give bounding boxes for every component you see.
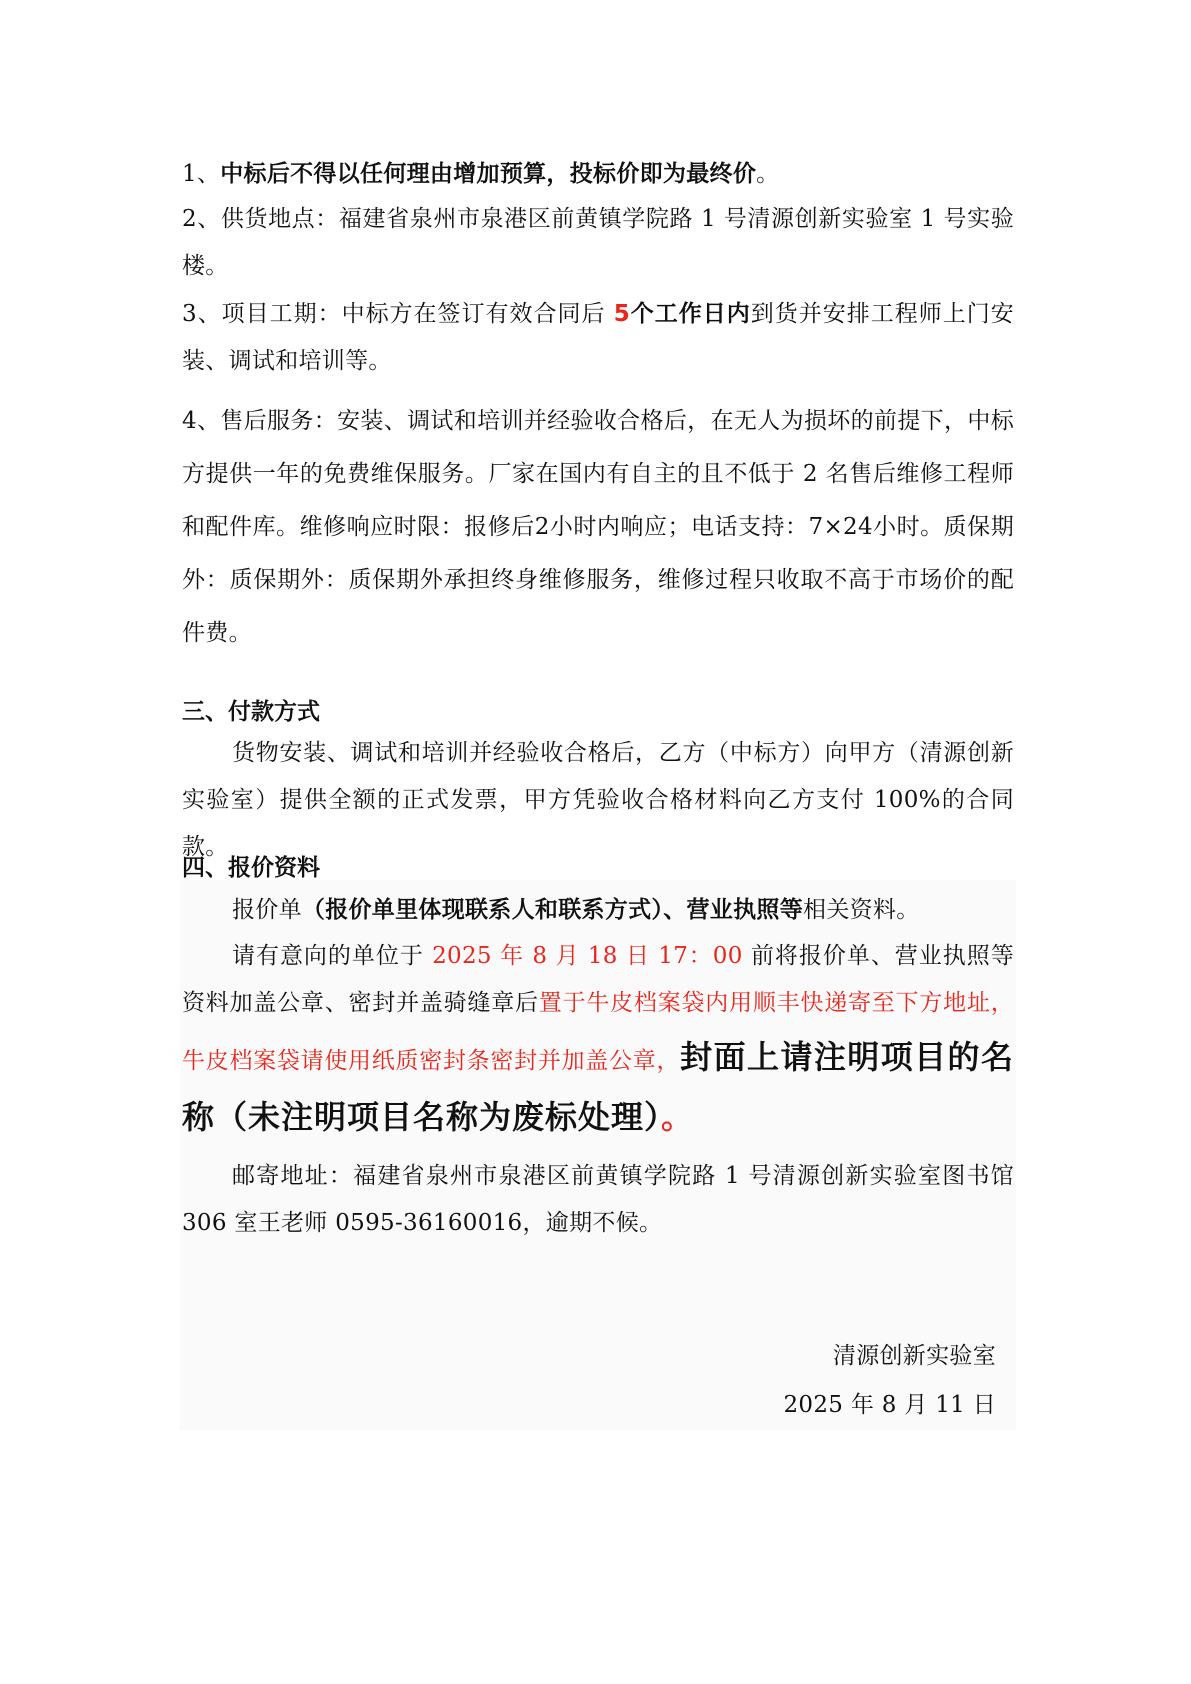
item-3 [182, 290, 1014, 385]
item-1-bold: 中标后不得以任何理由增加预算，投标价即为最终价 [220, 160, 757, 187]
section-4-p3: 邮寄地址：福建省泉州市泉港区前黄镇学院路 1 号清源创新实验室图书馆 306 室王老师 0595-36160016，逾期不候。 [182, 1163, 1014, 1236]
item-4: 4、售后服务：安装、调试和培训并经验收合格后，在无人为损坏的前提下，中标方提供一年的免费维保服务。厂家在国内有自主的且不低于 2 名售后维修工程师和配件库。维修响应时限：报修后2小时内响应；电话支持：7×24小时。质保期外：质保期外：质保期外承担终身维修服务，维修过程只收取不高于市场价的配件费。 [182, 408, 1014, 646]
item-1 [182, 150, 1014, 198]
p1-post: 相关资料。 [803, 897, 920, 923]
section-4-heading: 四、报价资料 [182, 855, 320, 881]
item-2: 2、供货地点：福建省泉州市泉港区前黄镇学院路 1 号清源创新实验室 1 号实验楼。 [182, 206, 1014, 279]
item-1-suffix: 。 [756, 161, 780, 187]
p1-pre: 报价单 [232, 897, 302, 923]
p2-pre: 请有意向的单位于 [232, 943, 433, 969]
deadline: 2025 年 8 月 18 日 17：00 [432, 943, 743, 969]
item-3-bold: 个工作日内 [630, 300, 751, 327]
p1-bold: （报价单里体现联系人和联系方式）、营业执照等 [301, 896, 804, 923]
section-4-p2 [182, 933, 1014, 1147]
section-4-p1 [182, 886, 1014, 934]
signature-org: 清源创新实验室 [832, 1343, 996, 1369]
section-3-body: 货物安装、调试和培训并经验收合格后，乙方（中标方）向甲方（清源创新实验室）提供全额的正式发票，甲方凭验收合格材料向乙方支付 100%的合同款。 [182, 740, 1014, 860]
item-3-post: 到货并安排工程师上门安装、调试和培训等。 [182, 301, 1014, 374]
item-1-prefix: 1、 [182, 161, 221, 187]
p2-mid: 前将报价单、营业执照等资料加盖公章、密封并盖骑缝章后 [182, 943, 1014, 1016]
p2-red-instructions: 置于牛皮档案袋内用顺丰快递寄至下方地址，牛皮档案袋请使用纸质密封条密封并加盖公章， [182, 990, 1015, 1074]
item-3-pre: 3、项目工期：中标方在签订有效合同后 [182, 301, 614, 327]
item-3-days-number: 5 [613, 301, 631, 327]
signature-date: 2025 年 8 月 11 日 [783, 1392, 996, 1418]
p2-emphasis: 封面上请注明项目的名称（未注明项目名称为废标处理） [182, 1038, 1014, 1136]
section-3-heading: 三、付款方式 [182, 699, 320, 725]
p2-end: 。 [661, 1098, 695, 1136]
